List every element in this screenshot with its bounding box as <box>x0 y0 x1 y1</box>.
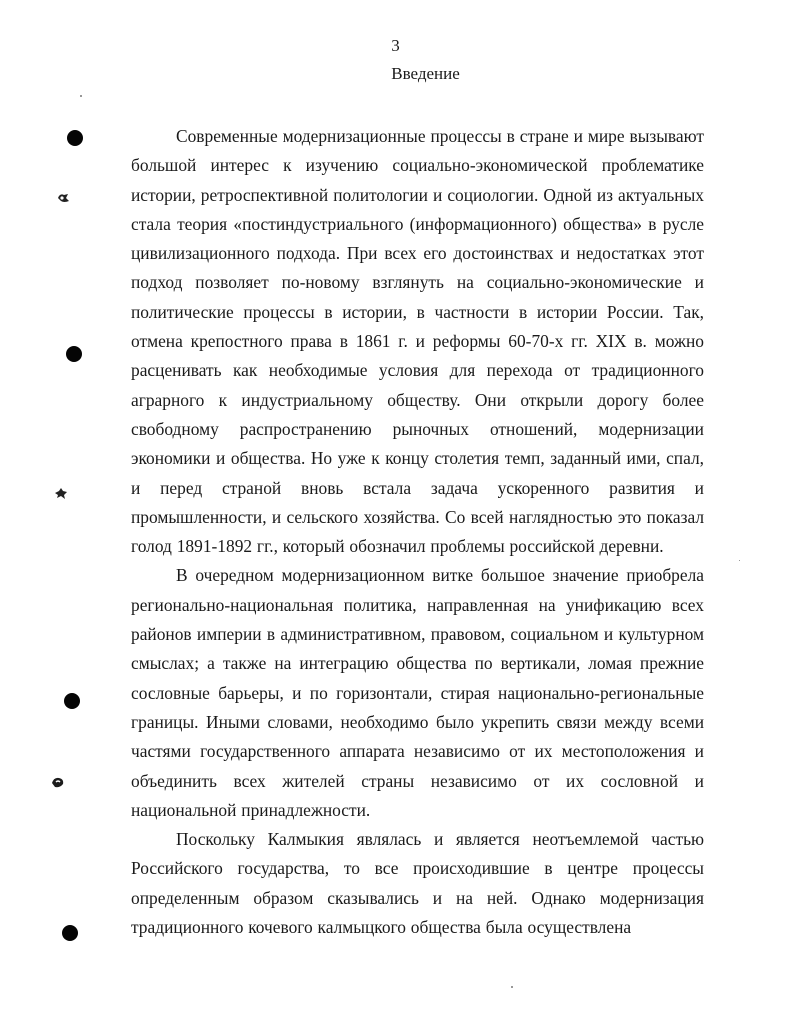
punch-hole <box>64 693 80 709</box>
punch-hole <box>62 925 78 941</box>
page-number: 3 <box>391 36 400 55</box>
scan-artifact-mark <box>56 192 70 204</box>
punch-hole <box>66 346 82 362</box>
scan-speck <box>739 560 740 561</box>
scan-speck <box>511 986 513 988</box>
section-heading: Введение <box>391 64 460 83</box>
scan-artifact-mark <box>51 776 65 788</box>
scan-speck <box>80 95 82 97</box>
punch-hole <box>67 130 83 146</box>
paragraph-1: Современные модернизационные процессы в стране и мире вызывают большой интерес к изучению социально-экономической проблематике истории, ретроспективной политологии и социологии. Одной из актуальных стала теория «постиндустриального (информационного) общества» в русле цивилизационного подхода. При всех его достоинствах и недостатках этот подход позволяет по-новому взглянуть на социально-экономические и политические процессы в истории, в частности в истории России. Так, отмена крепостного права в 1861 г. и реформы 60-70-х гг. XIX в. можно расценивать как необходимые условия для перехода от традиционного аграрного к индустриальному обществу. Они открыли дорогу более свободному распространению рыночных отношений, модернизации экономики и общества. Но уже к концу столетия темп, заданный ими, спал, и перед страной вновь встала задача ускоренного развития и промышленности, и сельского хозяйства. Со всей наглядностью это показал голод 1891-1892 гг., который обозначил проблемы российской деревни. <box>131 126 704 557</box>
paragraph-2: В очередном модернизационном витке большое значение приобрела регионально-национальная политика, направленная на унификацию всех районов империи в административном, правовом, социальном и культурном смыслах; а также на интеграцию общества по вертикали, ломая прежние сословные барьеры, и по горизонтали, стирая национально-региональные границы. Иными словами, необходимо было укрепить связи между всеми частями государственного аппарата независимо от их местоположения и объединить всех жителей страны независимо от их сословной и национальной принадлежности. <box>131 565 704 820</box>
scan-artifact-mark <box>54 488 68 500</box>
body-text <box>131 122 704 942</box>
paragraph-3: Поскольку Калмыкия являлась и является неотъемлемой частью Российского государства, то все происходившие в центре процессы определенным образом сказывались и на ней. Однако модернизация традиционного кочевого калмыцкого общества была осуществлена <box>131 829 704 938</box>
